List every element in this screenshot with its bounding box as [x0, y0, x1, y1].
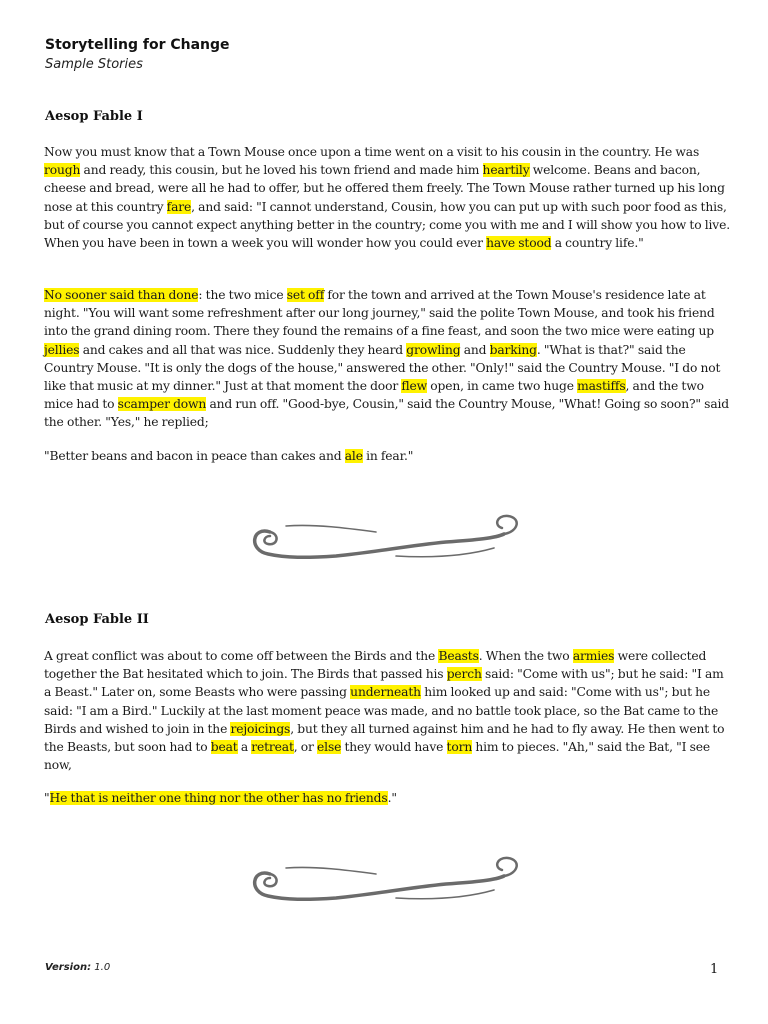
highlighted-vocab-word: heartily: [482, 163, 530, 178]
text-run: and run off. "Good-bye, Cousin," said the Country Mouse, "What! Going so soon?" said the other. "Yes," he replied;: [44, 397, 730, 430]
text-run: open, in came two huge: [427, 379, 578, 394]
text-run: and ready, this cousin, but he loved his town friend and made him: [80, 163, 483, 178]
fable-2-title: Aesop Fable II: [45, 612, 149, 627]
text-run: .": [387, 791, 397, 805]
fable-1-paragraph-2: [44, 286, 734, 432]
highlighted-vocab-word: flew: [401, 379, 427, 394]
scroll-flourish-icon: [246, 852, 524, 912]
fable-2-paragraph-2: [44, 789, 734, 807]
text-run: in fear.": [362, 449, 414, 463]
highlighted-vocab-word: have stood: [486, 236, 552, 251]
text-run: and cakes and all that was nice. Suddenly they heard: [79, 342, 407, 357]
highlighted-vocab-word: perch: [446, 667, 482, 682]
highlighted-vocab-word: rough: [44, 163, 81, 178]
text-run: a: [237, 740, 252, 755]
text-run: said: "Come with us"; but he said: "I am a Beast." Later on, some Beasts who were passing: [44, 667, 724, 700]
text-run: and: [460, 342, 490, 357]
fable-2-paragraph-1: [44, 647, 734, 774]
highlighted-vocab-word: beat: [210, 740, 238, 755]
text-run: they would have: [341, 740, 447, 755]
text-run: ": [44, 791, 50, 805]
text-run: , or: [293, 740, 318, 755]
scroll-flourish-icon: [246, 510, 524, 570]
text-run: him looked up and said: "Come with us"; but he said: "I am a Bird." Luckily at the last moment peace was made, and no battle took place, so the Bat came to the Birds and wished to join in the: [44, 685, 719, 736]
highlighted-vocab-word: ale: [344, 449, 363, 463]
text-run: Now you must know that a Town Mouse once upon a time went on a visit to his cousin in the country. He was: [44, 145, 700, 159]
highlighted-vocab-word: jellies: [44, 342, 80, 357]
text-run: for the town and arrived at the Town Mouse's residence late at night. "You will want some refreshment after our long journey," said the polite Town Mouse, and took his friend into the grand dining room. There they found the remains of a fine feast, and soon the two mice were eating up: [44, 288, 715, 339]
text-run: : the two mice: [198, 288, 287, 302]
highlighted-vocab-word: He that is neither one thing nor the other has no friends: [49, 791, 388, 805]
highlighted-vocab-word: rejoicings: [230, 721, 291, 736]
text-run: him to pieces. "Ah," said the Bat, "I see now,: [44, 740, 710, 773]
highlighted-vocab-word: retreat: [251, 740, 294, 755]
fable-1-paragraph-1: [44, 143, 734, 252]
highlighted-vocab-word: mastiffs: [577, 379, 626, 394]
highlighted-vocab-word: torn: [446, 740, 473, 755]
highlighted-vocab-word: barking: [489, 342, 537, 357]
highlighted-vocab-word: else: [317, 740, 342, 755]
document-subtitle: Sample Stories: [45, 57, 143, 72]
highlighted-vocab-word: underneath: [350, 685, 421, 700]
fable-1-paragraph-3: [44, 447, 734, 465]
fable-1-title: Aesop Fable I: [45, 109, 143, 124]
text-run: A great conflict was about to come off between the Birds and the: [44, 649, 439, 663]
version-value: 1.0: [94, 962, 111, 973]
text-run: , and the two mice had to: [44, 379, 704, 412]
highlighted-vocab-word: growling: [406, 342, 461, 357]
page-number: 1: [710, 962, 719, 977]
text-run: welcome. Beans and bacon, cheese and bread, were all he had to offer, but he offered them freely. The Town Mouse rather turned up his long nose at this country: [44, 163, 725, 214]
highlighted-vocab-word: Beasts: [438, 649, 479, 663]
document-title: Storytelling for Change: [45, 37, 230, 53]
highlighted-vocab-word: fare: [166, 199, 192, 214]
text-run: , but they all turned against him and he had to fly away. He then went to the Beasts, but soon had to: [44, 721, 725, 755]
highlighted-vocab-word: set off: [286, 288, 325, 302]
text-run: were collected together the Bat hesitated which to join. The Birds that passed his: [44, 649, 707, 682]
text-run: "Better beans and bacon in peace than cakes and: [44, 449, 345, 463]
highlighted-vocab-word: armies: [572, 649, 615, 663]
text-run: , and said: "I cannot understand, Cousin, how you can put up with such poor food as this, but of course you cannot expect anything better in the country; come you with me and I will show you how to live. When you have been in town a week you will wonder how you could ever: [44, 199, 730, 251]
version-label: [45, 962, 110, 973]
version-label-text: Version:: [45, 962, 92, 973]
text-run: a country life.": [551, 236, 644, 251]
highlighted-vocab-word: scamper down: [117, 397, 207, 412]
text-run: . "What is that?" said the Country Mouse. "It is only the dogs of the house," answered the other. "Only!" said the Country Mouse. "I do not like that music at my dinner." Just at that moment the door: [44, 342, 721, 394]
highlighted-vocab-word: No sooner said than done: [44, 288, 199, 302]
text-run: . When the two: [478, 649, 573, 663]
